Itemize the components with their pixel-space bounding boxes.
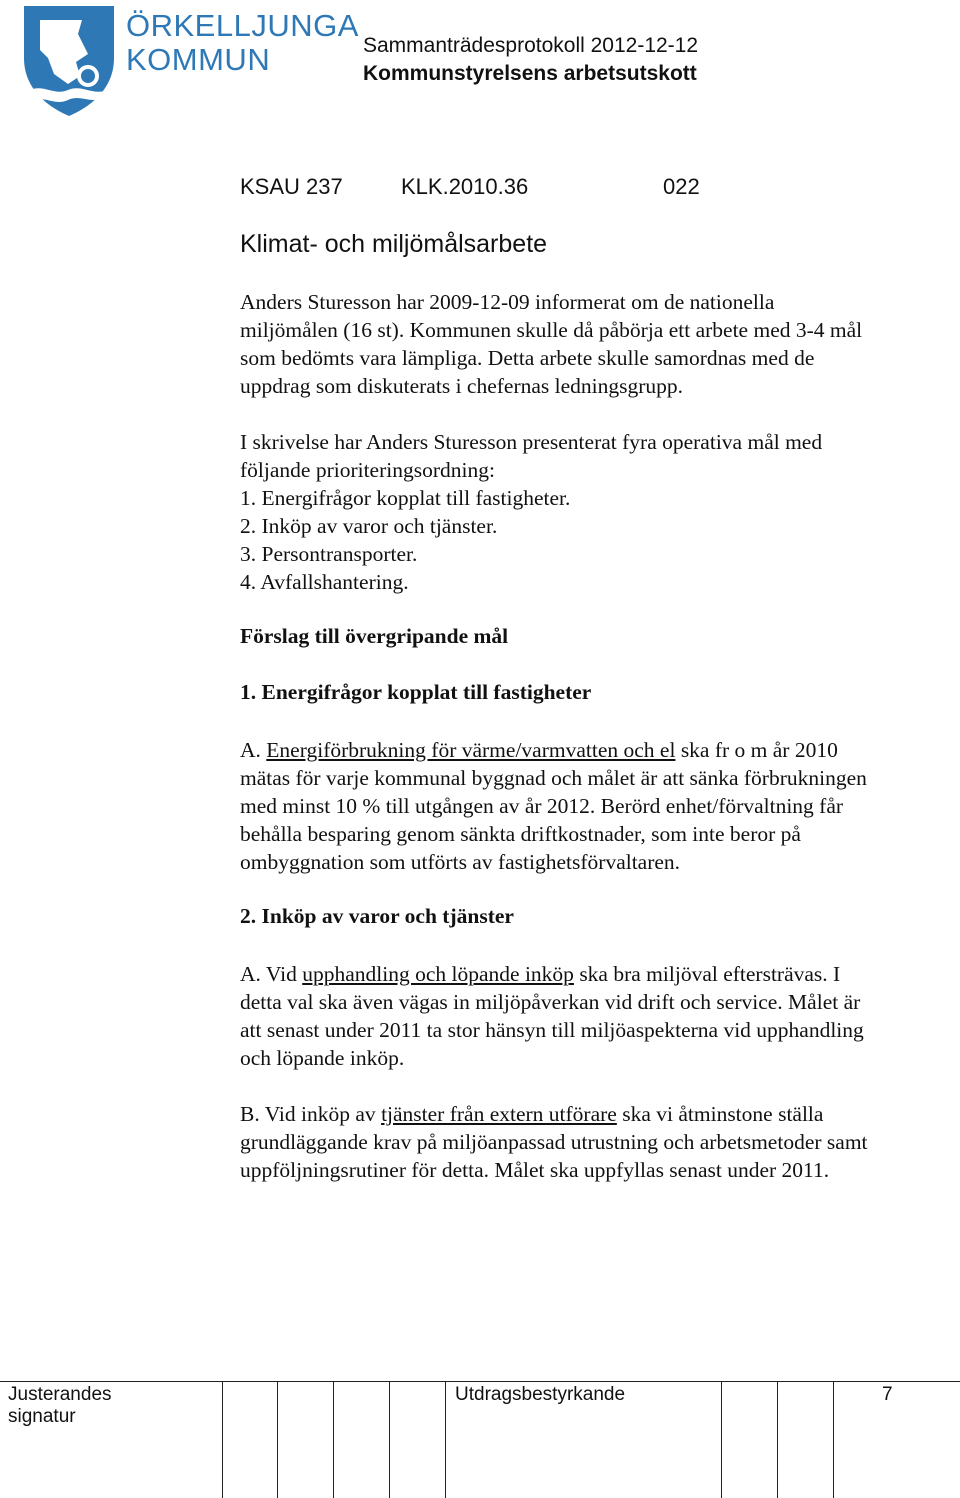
line-rest: ska vi åtminstone ställa bbox=[616, 1102, 824, 1126]
protocol-date: Sammanträdesprotokoll 2012-12-12 bbox=[363, 34, 699, 57]
logo-title: ÖRKELLJUNGA bbox=[126, 8, 359, 43]
paragraph-line: med minst 10 % till utgången av år 2012. Berörd enhet/förvaltning får bbox=[240, 794, 844, 818]
item-prefix: A. bbox=[240, 738, 267, 762]
paragraph-line: behålla besparing genom sänkta driftkostnader, som inte beror på bbox=[240, 822, 801, 846]
section-1-heading: 1. Energifrågor kopplat till fastigheter bbox=[240, 680, 592, 704]
paragraph-line: mätas för varje kommunal byggnad och målet är att sänka förbrukningen bbox=[240, 766, 867, 790]
item-prefix: B. Vid inköp av bbox=[240, 1102, 382, 1126]
underlined-phrase: tjänster från extern utförare bbox=[381, 1102, 617, 1126]
case-number: KLK.2010.36 bbox=[401, 174, 529, 199]
page-number: 7 bbox=[882, 1384, 893, 1405]
paragraph-line: grundläggande krav på miljöanpassad utrustning och arbetsmetoder samt bbox=[240, 1130, 868, 1154]
footer-divider bbox=[333, 1381, 334, 1498]
priority-item: 2. Inköp av varor och tjänster. bbox=[240, 514, 498, 538]
section-1-paragraph-a bbox=[240, 736, 940, 876]
paragraph-line: detta val ska även vägas in miljöpåverkan vid drift och service. Målet är bbox=[240, 990, 861, 1014]
ksau-number: KSAU 237 bbox=[240, 174, 343, 199]
priority-item: 3. Persontransporter. bbox=[240, 542, 418, 566]
section-2-paragraph-a bbox=[240, 960, 940, 1072]
item-prefix: A. Vid bbox=[240, 962, 303, 986]
page-title: Klimat- och miljömålsarbete bbox=[240, 230, 548, 258]
committee-name: Kommunstyrelsens arbetsutskott bbox=[363, 62, 697, 85]
section-2-heading: 2. Inköp av varor och tjänster bbox=[240, 904, 514, 928]
paragraph-line: och löpande inköp. bbox=[240, 1046, 405, 1070]
footer-divider bbox=[777, 1381, 778, 1498]
paragraph-line: ombyggnation som utförts av fastighetsförvaltaren. bbox=[240, 850, 681, 874]
intro-line: som bedömts vara lämpliga. Detta arbete skulle samordnas med de bbox=[240, 346, 815, 370]
priority-item: 4. Avfallshantering. bbox=[240, 570, 409, 594]
priority-paragraph bbox=[240, 428, 940, 596]
underlined-phrase: Energiförbrukning för värme/varmvatten och el bbox=[266, 738, 676, 762]
footer-divider bbox=[222, 1381, 223, 1498]
priority-intro-line: I skrivelse har Anders Sturesson presenterat fyra operativa mål med bbox=[240, 430, 823, 454]
signature-label-line: signatur bbox=[8, 1406, 76, 1427]
intro-paragraph bbox=[240, 288, 940, 400]
underlined-phrase: upphandling och löpande inköp bbox=[302, 962, 574, 986]
priority-item: 1. Energifrågor kopplat till fastigheter. bbox=[240, 486, 571, 510]
footer-divider bbox=[445, 1381, 446, 1498]
line-rest: ska fr o m år 2010 bbox=[675, 738, 838, 762]
archive-code: 022 bbox=[663, 174, 700, 199]
line-rest: ska bra miljöval eftersträvas. I bbox=[573, 962, 841, 986]
municipality-logo bbox=[18, 6, 359, 118]
paragraph-first-line bbox=[240, 960, 940, 988]
shield-logo-icon bbox=[18, 6, 118, 118]
logo-subtitle: KOMMUN bbox=[126, 42, 271, 77]
intro-line: Anders Sturesson har 2009-12-09 informerat om de nationella bbox=[240, 290, 775, 314]
footer-top-border bbox=[0, 1381, 960, 1382]
footer-divider bbox=[721, 1381, 722, 1498]
intro-line: miljömålen (16 st). Kommunen skulle då påbörja ett arbete med 3-4 mål bbox=[240, 318, 863, 342]
footer-divider bbox=[277, 1381, 278, 1498]
paragraph-first-line bbox=[240, 1100, 940, 1128]
intro-line: uppdrag som diskuterats i chefernas ledningsgrupp. bbox=[240, 374, 684, 398]
certification-label: Utdragsbestyrkande bbox=[455, 1384, 626, 1405]
footer-divider bbox=[389, 1381, 390, 1498]
signature-label bbox=[8, 1384, 112, 1428]
footer-divider bbox=[833, 1381, 834, 1498]
paragraph-line: att senast under 2011 ta stor hänsyn till miljöaspekterna vid upphandling bbox=[240, 1018, 864, 1042]
paragraph-line: uppföljningsrutiner för detta. Målet ska uppfyllas senast under 2011. bbox=[240, 1158, 830, 1182]
footer-signature-table bbox=[0, 1381, 960, 1498]
section-2-paragraph-b bbox=[240, 1100, 940, 1184]
proposal-heading: Förslag till övergripande mål bbox=[240, 624, 509, 648]
priority-intro-line: följande prioriteringsordning: bbox=[240, 458, 495, 482]
signature-label-line: Justerandes bbox=[8, 1384, 112, 1405]
paragraph-first-line bbox=[240, 736, 940, 764]
